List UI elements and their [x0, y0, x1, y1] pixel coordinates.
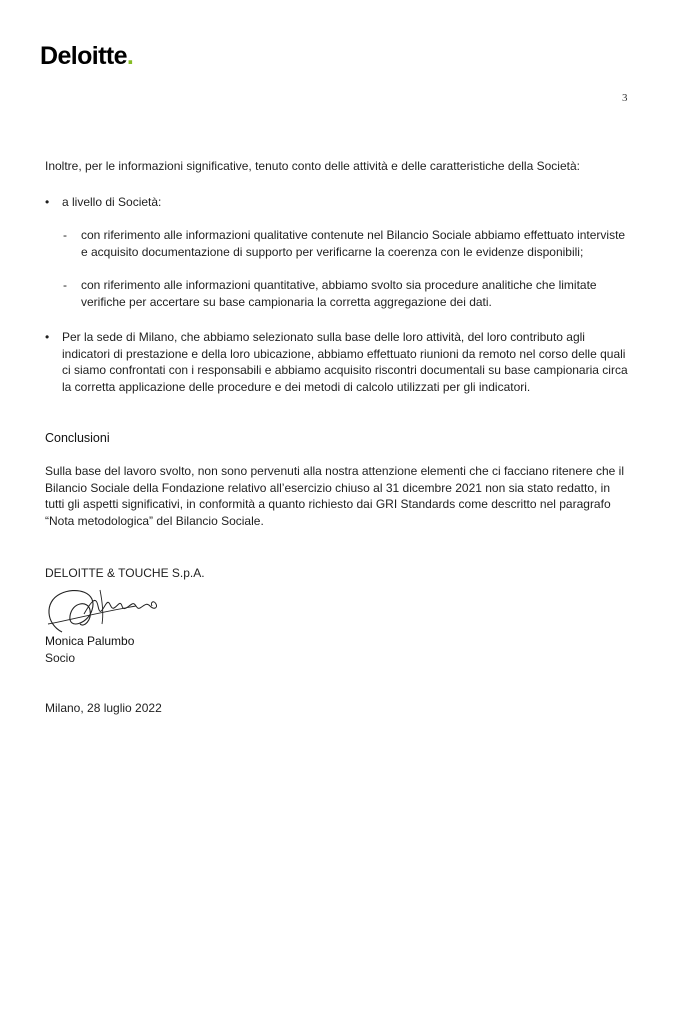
deloitte-logo	[40, 41, 133, 71]
bullet-label: a livello di Società:	[62, 195, 162, 209]
conclusions-heading: Conclusioni	[45, 431, 110, 445]
bullet-text: Per la sede di Milano, che abbiamo selezionato sulla base delle loro attività, del loro contributo agli indicatori di prestazione e della loro ubicazione, abbiamo effettuato riunioni da remoto nel corso delle quali ci siamo confrontati con i responsabili e abbiamo acquisito riscontri documentali su base campionaria circa la corretta applicazione delle procedure e dei metodi di calcolo utilizzati per gli indicatori.	[62, 330, 628, 394]
bullet-dot-icon: •	[45, 330, 50, 344]
handwritten-signature	[40, 580, 165, 638]
bullet-dot-icon: •	[45, 195, 50, 209]
sub-item-text: con riferimento alle informazioni qualitative contenute nel Bilancio Sociale abbiamo effettuato interviste e acquisito documentazione di supporto per verificarne la coerenza con le evidenze disponibili;	[81, 228, 626, 259]
dash-icon: -	[63, 228, 67, 242]
sub-item-text: con riferimento alle informazioni quantitative, abbiamo svolto sia procedure analitiche che limitate verifiche per accertare su base campionaria la corretta aggregazione dei dati.	[81, 278, 597, 309]
firm-name: DELOITTE & TOUCHE S.p.A.	[45, 566, 205, 580]
conclusions-paragraph: Sulla base del lavoro svolto, non sono pervenuti alla nostra attenzione elementi che ci facciano ritenere che il Bilancio Sociale della Fondazione relativo all’esercizio chiuso al 31 dicembre 2021 non sia stato redatto, in tutti gli aspetti significativi, in conformità a quanto richiesto dai GRI Standards come descritto nel paragrafo “Nota metodologica” del Bilancio Sociale.	[45, 464, 625, 528]
page-number: 3	[622, 92, 628, 104]
logo-text: Deloitte	[40, 42, 127, 70]
signer-name: Monica Palumbo	[45, 634, 135, 648]
intro-paragraph: Inoltre, per le informazioni significative, tenuto conto delle attività e delle caratteristiche della Società:	[45, 159, 580, 173]
logo-dot: .	[126, 42, 134, 70]
place-date: Milano, 28 luglio 2022	[45, 701, 162, 715]
dash-icon: -	[63, 278, 67, 292]
signer-role: Socio	[45, 651, 76, 665]
